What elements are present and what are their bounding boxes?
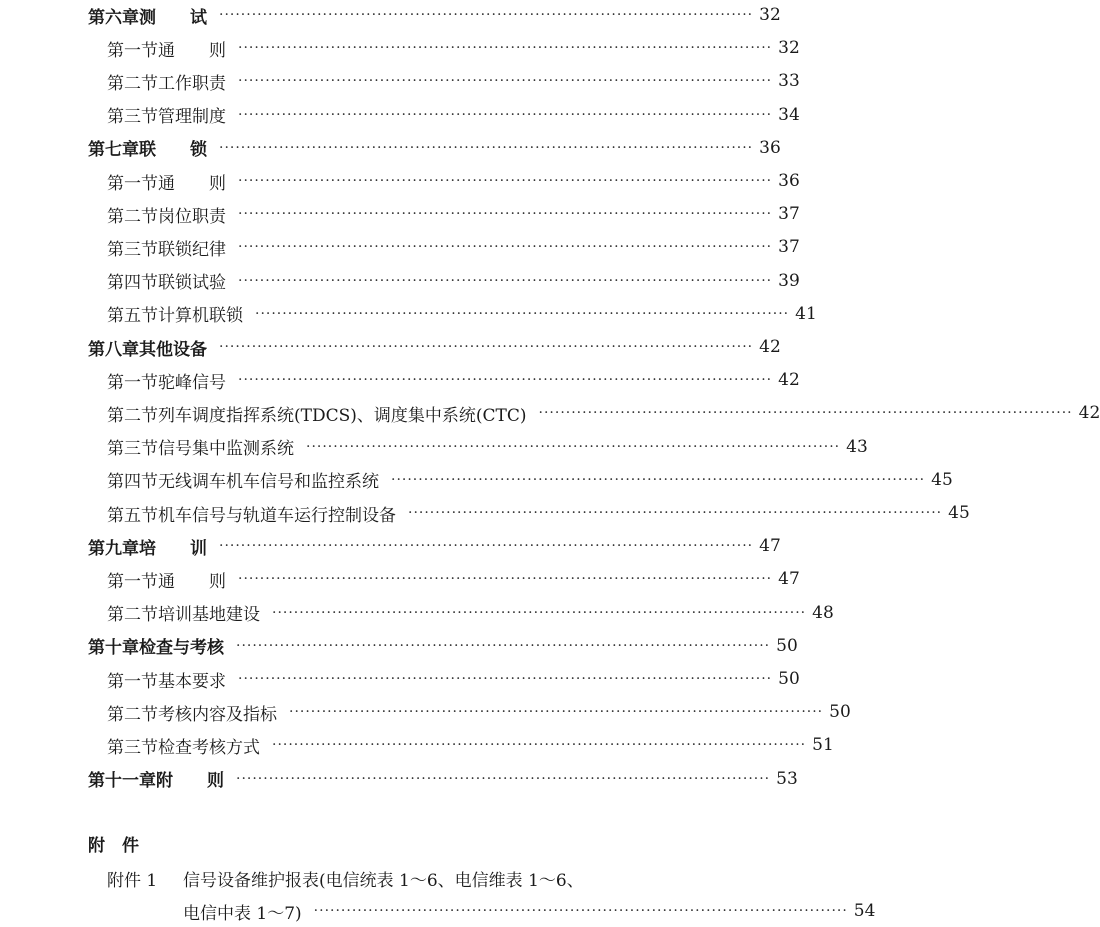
entry-number: 第二节 (107, 206, 158, 227)
annex-item-line2 (183, 896, 876, 926)
entry-title: 机车信号与轨道车运行控制设备 (158, 505, 396, 526)
entry-title: 驼峰信号 (158, 372, 226, 393)
entry-title: 联 锁 (139, 140, 207, 161)
leader-dots: ·································································································· (238, 73, 773, 90)
toc-section-entry (107, 664, 800, 694)
entry-title: 其他设备 (139, 339, 207, 360)
entry-page: 37 (778, 204, 800, 225)
entry-page: 47 (759, 536, 781, 557)
entry-number: 第三节 (107, 107, 158, 128)
leader-dots: ·································································································· (238, 40, 773, 57)
entry-number: 第一节 (107, 372, 158, 393)
entry-title: 信号集中监测系统 (158, 439, 294, 460)
toc-section-entry (107, 66, 800, 96)
entry-number: 第九章 (88, 538, 139, 559)
toc-section-entry (107, 299, 817, 329)
toc-section-entry (107, 33, 800, 63)
entry-page: 48 (812, 602, 834, 623)
leader-dots: ·································································································· (391, 471, 926, 488)
toc-chapter-entry (88, 133, 781, 163)
leader-dots: ·································································································· (538, 405, 1073, 422)
entry-page: 51 (812, 735, 834, 756)
toc-section-entry (107, 498, 970, 528)
leader-dots: ·································································································· (236, 770, 771, 787)
entry-title: 岗位职责 (158, 206, 226, 227)
annex-item-page: 54 (853, 901, 876, 921)
toc-section-entry (107, 232, 800, 262)
toc-section-entry (107, 199, 800, 229)
entry-title: 检查考核方式 (158, 737, 260, 758)
entry-title: 考核内容及指标 (158, 704, 277, 725)
entry-title: 列车调度指挥系统(TDCS)、调度集中系统(CTC) (158, 405, 527, 426)
leader-dots: ·································································································· (289, 704, 824, 721)
entry-title: 测 试 (139, 7, 207, 28)
toc-chapter-entry (88, 0, 781, 30)
entry-title: 计算机联锁 (158, 306, 243, 327)
entry-number: 第五节 (107, 505, 158, 526)
entry-page: 39 (778, 270, 800, 291)
leader-dots: ·································································································· (238, 272, 773, 289)
entry-number: 第十章 (88, 638, 139, 659)
toc-section-entry (107, 398, 1100, 428)
entry-title: 工作职责 (158, 73, 226, 94)
entry-title: 通 则 (158, 40, 226, 61)
leader-dots: ·································································································· (219, 7, 754, 23)
entry-number: 第十一章 (88, 771, 156, 792)
entry-number: 第四节 (107, 273, 158, 294)
entry-number: 第五节 (107, 306, 158, 327)
toc-chapter-entry (88, 332, 781, 362)
entry-number: 第二节 (107, 605, 158, 626)
toc-section-entry (107, 166, 800, 196)
entry-number: 第一节 (107, 173, 158, 194)
toc-section-entry (107, 432, 868, 462)
leader-dots: ·································································································· (408, 505, 943, 521)
leader-dots: ·································································································· (313, 903, 848, 919)
leader-dots: ·································································································· (306, 438, 841, 455)
leader-dots: ·································································································· (238, 173, 773, 189)
entry-number: 第三节 (107, 239, 158, 260)
entry-page: 43 (846, 436, 868, 457)
toc-section-entry (107, 266, 800, 296)
entry-number: 第三节 (107, 737, 158, 758)
entry-title: 附 则 (156, 771, 224, 792)
entry-number: 第四节 (107, 472, 158, 493)
toc-section-entry (107, 365, 800, 395)
leader-dots: ·································································································· (238, 571, 773, 588)
leader-dots: ·································································································· (238, 372, 773, 389)
entry-page: 41 (795, 303, 817, 324)
entry-title: 联锁试验 (158, 273, 226, 294)
entry-title: 检查与考核 (139, 638, 224, 659)
entry-page: 42 (1078, 403, 1100, 424)
entry-page: 36 (759, 137, 781, 158)
entry-page: 47 (778, 569, 800, 590)
entry-number: 第一节 (107, 571, 158, 592)
toc-section-entry (107, 730, 834, 760)
leader-dots: ·································································································· (238, 239, 773, 256)
entry-title: 培训基地建设 (158, 605, 260, 626)
leader-dots: ·································································································· (238, 206, 773, 223)
entry-page: 36 (778, 171, 800, 191)
entry-page: 32 (778, 38, 800, 59)
entry-title: 联锁纪律 (158, 239, 226, 260)
toc-section-entry (107, 465, 953, 495)
entry-title: 无线调车机车信号和监控系统 (158, 472, 379, 493)
toc-section-entry (107, 100, 800, 130)
entry-page: 45 (931, 469, 953, 490)
entry-number: 第六章 (88, 7, 139, 28)
entry-number: 第三节 (107, 439, 158, 460)
annex-item-title-cont: 电信中表 1～7) (183, 903, 302, 924)
leader-dots: ·································································································· (272, 737, 807, 754)
annex-item-number: 附件 1 (107, 871, 158, 891)
entry-number: 第二节 (107, 704, 158, 725)
entry-page: 50 (776, 635, 798, 656)
toc-section-entry (107, 598, 834, 628)
entry-page: 45 (948, 503, 970, 523)
leader-dots: ·································································································· (219, 139, 754, 156)
entry-page: 32 (759, 5, 781, 25)
entry-page: 37 (778, 237, 800, 258)
leader-dots: ·································································································· (219, 339, 754, 355)
leader-dots: ·································································································· (272, 604, 807, 621)
leader-dots: ·································································································· (238, 671, 773, 687)
entry-title: 培 训 (139, 538, 207, 559)
leader-dots: ·································································································· (255, 305, 790, 322)
toc-chapter-entry (88, 531, 781, 561)
entry-number: 第八章 (88, 339, 139, 360)
toc-section-entry (107, 564, 800, 594)
entry-page: 42 (778, 370, 800, 391)
leader-dots: ·································································································· (219, 538, 754, 555)
leader-dots: ·································································································· (236, 637, 771, 654)
entry-page: 53 (776, 768, 798, 789)
toc-section-entry (107, 697, 851, 727)
leader-dots: ·································································································· (238, 106, 773, 123)
annex-item-title: 信号设备维护报表(电信统表 1～6、电信维表 1～6、 (183, 871, 584, 891)
annex-heading: 附 件 (88, 836, 139, 856)
entry-page: 34 (778, 104, 800, 125)
entry-page: 33 (778, 71, 800, 92)
entry-number: 第二节 (107, 73, 158, 94)
toc-chapter-entry (88, 631, 798, 661)
entry-number: 第七章 (88, 140, 139, 161)
entry-page: 50 (829, 702, 851, 723)
entry-number: 第二节 (107, 405, 158, 426)
entry-title: 通 则 (158, 571, 226, 592)
entry-page: 42 (759, 337, 781, 357)
toc-chapter-entry (88, 764, 798, 794)
entry-number: 第一节 (107, 671, 158, 692)
entry-title: 基本要求 (158, 671, 226, 692)
entry-page: 50 (778, 669, 800, 689)
annex-item-line1 (107, 866, 584, 891)
entry-title: 通 则 (158, 173, 226, 194)
entry-title: 管理制度 (158, 107, 226, 128)
entry-number: 第一节 (107, 40, 158, 61)
